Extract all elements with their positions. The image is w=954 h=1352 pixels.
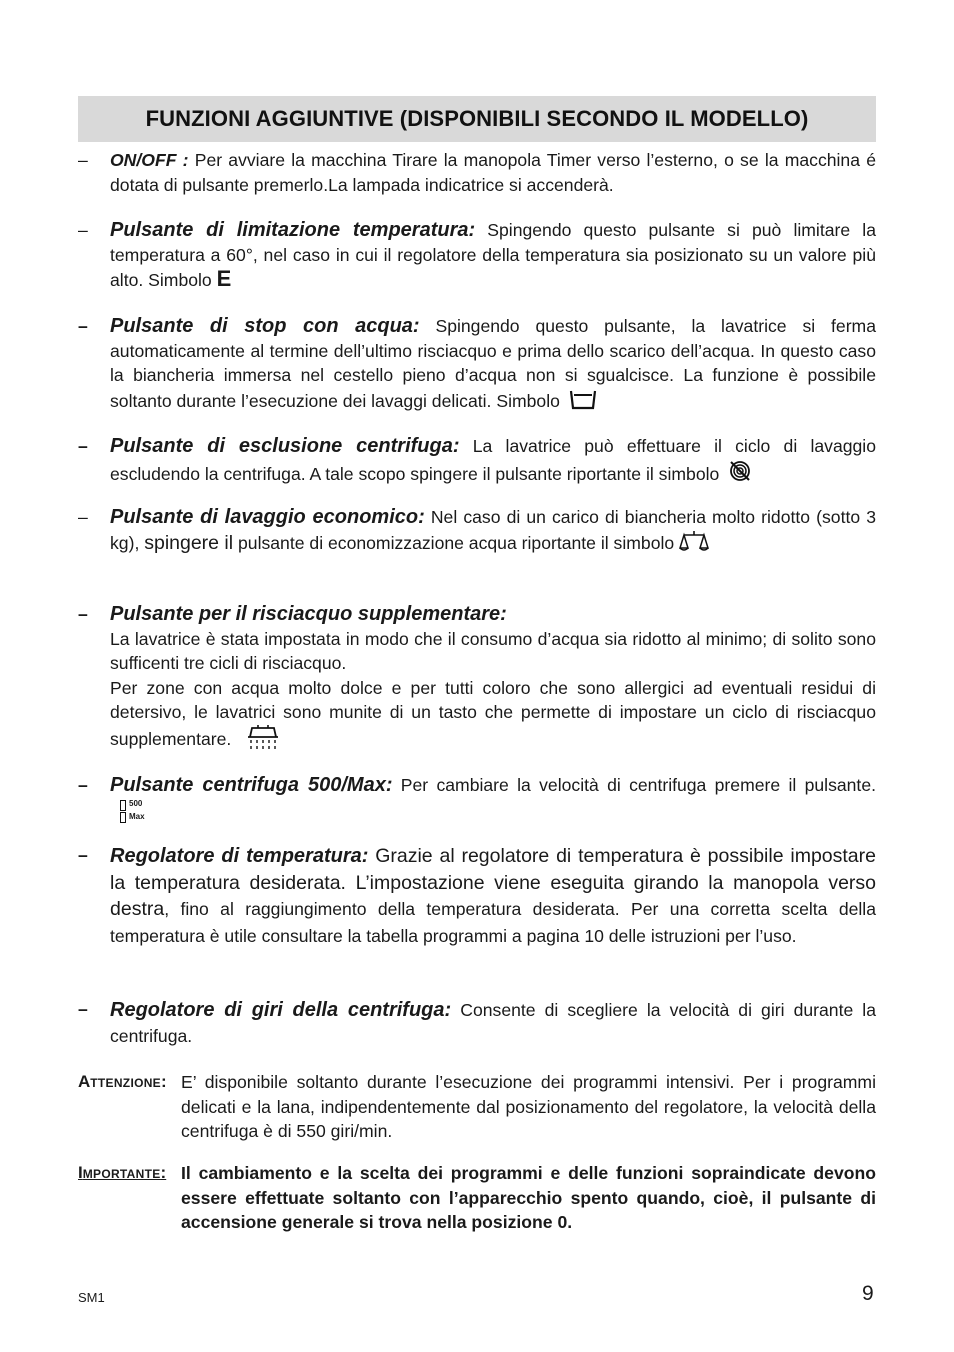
footer-code: SM1 bbox=[78, 1290, 105, 1305]
item-text: , fino al raggiungimento della temperatura desiderata. Per una corretta scelta della temperatura è utile consultare la tabella programmi a pagina 10 delle istruzioni per l’uso. bbox=[110, 899, 876, 946]
item-paragraph: Per zone con acqua molto dolce e per tutti coloro che sono allergici ad eventuali residui di detersivo, le lavatrici sono munite di un tasto che permette di impostare un ciclo di risciacquo supplementare. bbox=[110, 677, 876, 749]
item-title: ON/OFF : bbox=[110, 150, 189, 170]
important-text: Il cambiamento e la scelta dei programmi e delle funzioni sopraindicate devono essere effettuate soltanto con l’apparecchio spento quando, cioè, il pulsante di accensione generale si trova nella posizione 0. bbox=[181, 1163, 876, 1232]
item-title: Regolatore di giri della centrifuga: bbox=[110, 999, 452, 1021]
important-label: IMPORTANTE: bbox=[78, 1163, 167, 1182]
item-title: Pulsante di esclusione centrifuga: bbox=[110, 435, 460, 457]
item-title: Regolatore di temperatura: bbox=[110, 845, 369, 867]
item-title: Pulsante di lavaggio economico: bbox=[110, 506, 425, 528]
item-text: La lavatrice può effettuare il ciclo di lavaggio escludendo la centrifuga. A tale scopo spingere il pulsante riportante il simbolo bbox=[110, 436, 876, 484]
spin-max-label: Max bbox=[129, 811, 145, 821]
no-spin-icon bbox=[728, 459, 752, 483]
important-note bbox=[78, 1161, 876, 1235]
bullet-dash: – bbox=[78, 604, 88, 624]
e-letter-icon: E bbox=[216, 266, 232, 291]
function-item-spin-exclusion bbox=[78, 434, 876, 486]
attention-text: E’ disponibile soltanto durante l’esecuzione dei programmi intensivi. Per i programmi delicati e la lana, indipendentemente dal posizionamento del regolatore, la velocità della centrifuga è di 550 giri/min. bbox=[181, 1072, 876, 1141]
tub-icon bbox=[569, 388, 597, 410]
item-text: Spingendo questo pulsante si può limitare la temperatura a 60°, nel caso in cui il regolatore della temperatura sia posizionato su un valore più alto. Simbolo bbox=[110, 220, 876, 290]
function-item-temperature-limit bbox=[78, 218, 876, 293]
extra-rinse-icon bbox=[246, 725, 280, 751]
item-text: Per cambiare la velocità di centrifuga premere il pulsante. bbox=[392, 775, 876, 795]
function-item-rinse-hold bbox=[78, 314, 876, 413]
function-item-spin-regulator bbox=[78, 997, 876, 1049]
item-text-emphasis: spingere il bbox=[144, 531, 234, 554]
function-item-on-off bbox=[78, 148, 876, 197]
function-item-temperature-regulator bbox=[78, 843, 876, 949]
page-number: 9 bbox=[862, 1282, 874, 1305]
bullet-dash: – bbox=[78, 775, 88, 795]
item-title: Pulsante centrifuga 500/Max: bbox=[110, 774, 393, 796]
section-header bbox=[78, 96, 876, 142]
attention-note bbox=[78, 1070, 876, 1144]
item-title: Pulsante per il risciacquo supplementare: bbox=[110, 603, 507, 625]
item-paragraph: La lavatrice è stata impostata in modo che il consumo d’acqua sia ridotto al minimo; di solito sono sufficenti tre cicli di risciacquo. bbox=[110, 628, 876, 673]
bullet-dash: – bbox=[78, 150, 88, 170]
bullet-dash: – bbox=[78, 436, 88, 456]
item-text: Nel caso di un carico di biancheria molto ridotto (sotto 3 kg), bbox=[110, 507, 877, 553]
item-text: Spingendo questo pulsante, la lavatrice si ferma automaticamente al termine dell’ultimo risciacquo e prima dello scarico dell’acqua. In questo caso la biancheria immersa nel cestello pieno d’acqua non si sgualcisce. La funzione è possibile soltanto durante l’esecuzione dei lavaggi delicati. Simbolo bbox=[110, 316, 876, 411]
item-text: pulsante di economizzazione acqua riportante il simbolo bbox=[233, 532, 675, 553]
bullet-dash: – bbox=[78, 220, 88, 240]
bullet-dash: – bbox=[78, 845, 88, 865]
scale-icon bbox=[679, 530, 709, 552]
spin-500-label: 500 bbox=[129, 798, 143, 808]
bullet-dash: – bbox=[78, 316, 88, 336]
section-title: FUNZIONI AGGIUNTIVE (DISPONIBILI SECONDO IL MODELLO) bbox=[145, 106, 809, 131]
function-item-spin-500-max bbox=[78, 773, 876, 824]
spin-500-max-icon bbox=[120, 800, 150, 824]
function-item-economy-wash bbox=[78, 505, 876, 555]
item-text: Consente di scegliere la velocità di giri durante la centrifuga. bbox=[110, 1000, 877, 1046]
item-text: Per avviare la macchina Tirare la manopola Timer verso l’esterno, o se la macchina é dotata di pulsante premerlo.La lampada indicatrice si accenderà. bbox=[110, 150, 876, 195]
item-title: Pulsante di limitazione temperatura: bbox=[110, 219, 476, 241]
function-item-extra-rinse bbox=[78, 602, 876, 751]
bullet-dash: – bbox=[78, 507, 88, 527]
item-text-large: Grazie al regolatore di temperatura è possibile impostare la temperatura desiderata. L’impostazione viene eseguita girando la manopola verso destra bbox=[110, 845, 876, 920]
attention-label: ATTENZIONE: bbox=[78, 1072, 167, 1091]
item-title: Pulsante di stop con acqua: bbox=[110, 315, 420, 337]
bullet-dash: – bbox=[78, 999, 88, 1019]
